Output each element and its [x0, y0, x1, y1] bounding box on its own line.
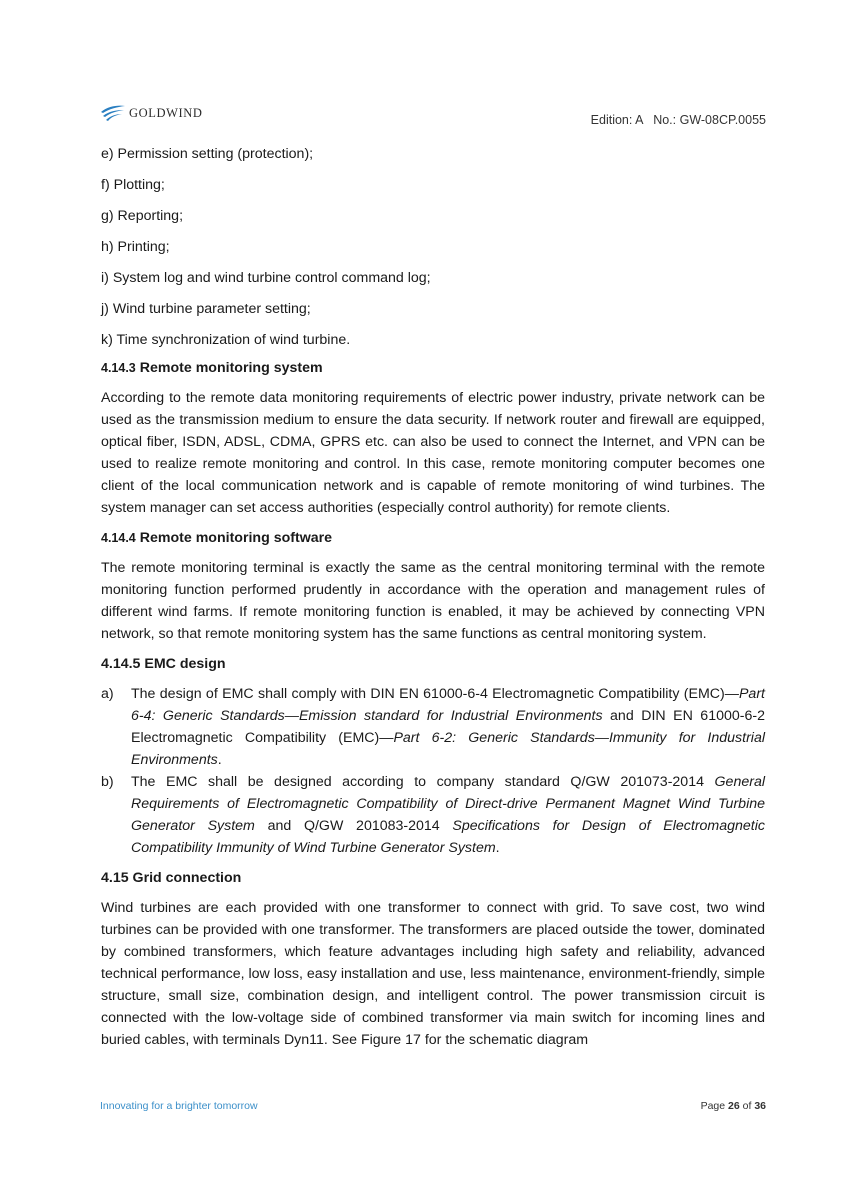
page-footer — [100, 1100, 766, 1116]
list-marker: b) — [101, 774, 114, 790]
text-run: and Q/GW 201083-2014 — [254, 818, 453, 834]
italic-run: Specifications for Design of Electromagnetic Compatibility Immunity of Wind Turbine Generator System — [131, 818, 765, 856]
goldwind-logo — [100, 104, 203, 122]
paragraph-remote-monitoring-system: According to the remote data monitoring requirements of electric power industry, private network can be used as the transmission medium to ensure the data security. If network router and firewall are equipped, optical fiber, ISDN, ADSL, CDMA, GPRS etc. can also be used to connect the Internet, and VPN can be used to realize remote monitoring and control. In this case, remote monitoring computer becomes one client of the local communication network and is capable of remote monitoring of wind turbines. The system manager can set access authorities (especially control authority) for remote clients. — [101, 390, 765, 516]
text-run: The EMC shall be designed according to company standard Q/GW 201073-2014 — [131, 774, 715, 790]
heading-number: 4.14.4 — [101, 531, 136, 545]
italic-run: Part 6-2: Generic Standards—Immunity for Industrial Environments — [131, 730, 765, 768]
heading-title: Remote monitoring software — [139, 530, 333, 546]
logo-text: GOLDWIND — [129, 105, 203, 120]
goldwind-logo-icon — [100, 104, 126, 122]
heading-title: Remote monitoring system — [139, 360, 323, 376]
emc-item-a — [101, 683, 765, 771]
list-item-body — [131, 683, 765, 771]
page-current: 26 — [728, 1100, 740, 1112]
emc-item-b — [101, 771, 765, 859]
page-content — [101, 143, 765, 1059]
list-item: f) Plotting; — [101, 177, 165, 193]
list-item: j) Wind turbine parameter setting; — [101, 301, 311, 317]
page-header — [100, 100, 766, 132]
text-run: . — [217, 752, 222, 768]
text-run: and DIN EN 61000-6-2 Electromagnetic Compatibility (EMC)— — [131, 708, 765, 746]
edition-number: Edition: A No.: GW-08CP.0055 — [590, 113, 766, 127]
page-prefix: Page — [700, 1100, 729, 1112]
page-number — [701, 1100, 766, 1112]
list-item: i) System log and wind turbine control command log; — [101, 270, 431, 286]
italic-run: General Requirements of Electromagnetic Compatibility of Direct-drive Permanent Magnet Wind Turbine Generator System — [131, 774, 765, 834]
heading-number: 4.14.3 — [101, 361, 136, 375]
heading-4-14-3 — [101, 357, 765, 379]
italic-run: Part 6-4: Generic Standards—Emission standard for Industrial Environments — [131, 686, 765, 724]
list-item: g) Reporting; — [101, 208, 184, 224]
footer-slogan: Innovating for a brighter tomorrow — [100, 1100, 258, 1112]
paragraph-remote-monitoring-software: The remote monitoring terminal is exactly the same as the central monitoring terminal with the remote monitoring function performed prudently in accordance with the operation and management rules of different wind farms. If remote monitoring function is enabled, it may be achieved by connecting VPN network, so that remote monitoring system has the same functions as central monitoring system. — [101, 560, 765, 642]
list-item: k) Time synchronization of wind turbine. — [101, 332, 351, 348]
list-item-body — [131, 771, 765, 859]
heading-4-15: 4.15 Grid connection — [101, 870, 242, 886]
page-total: 36 — [754, 1100, 766, 1112]
heading-4-14-5: 4.14.5 EMC design — [101, 656, 226, 672]
paragraph-grid-connection: Wind turbines are each provided with one transformer to connect with grid. To save cost, two wind turbines can be provided with one transformer. The transformers are placed outside the tower, dominated by combined transformers, which feature advantages including high safety and reliability, advanced technical performance, low loss, easy installation and use, less maintenance, environment-friendly, simple structure, small size, combination design, and intelligent control. The power transmission circuit is connected with the low-voltage side of combined transformer via main switch for incoming lines and buried cables, with terminals Dyn11. See Figure 17 for the schematic diagram — [101, 900, 765, 1048]
heading-4-14-4 — [101, 527, 765, 549]
page-sep: of — [739, 1100, 755, 1112]
text-run: . — [495, 840, 500, 856]
text-run: The design of EMC shall comply with DIN EN 61000-6-4 Electromagnetic Compatibility (EMC)— — [131, 686, 739, 702]
list-item: h) Printing; — [101, 239, 170, 255]
list-item: e) Permission setting (protection); — [101, 146, 314, 162]
list-marker: a) — [101, 686, 114, 702]
